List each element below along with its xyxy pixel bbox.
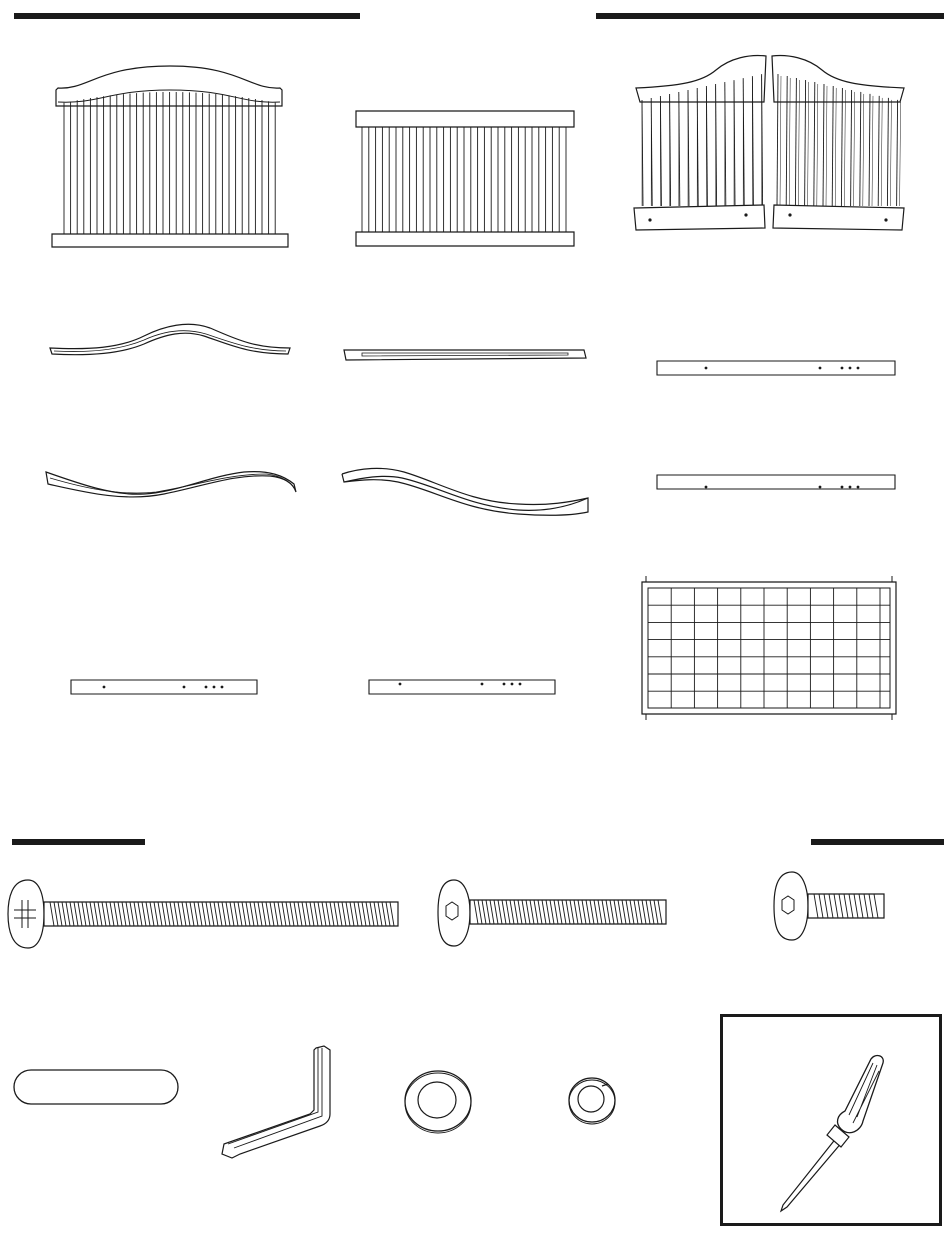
- side-panels-pair: [630, 52, 910, 237]
- footboard-panel: [354, 108, 576, 250]
- side-rail-lower: [656, 474, 896, 490]
- lock-washer: [564, 1074, 620, 1130]
- long-bolt: [6, 876, 402, 952]
- wavy-side-rail-left: [44, 462, 300, 508]
- slat-rail-a: [70, 679, 258, 695]
- hardware-section-rule-right: [811, 839, 944, 845]
- allen-wrench: [214, 1044, 344, 1160]
- headboard-panel: [50, 62, 290, 252]
- parts-section-rule-right: [596, 13, 944, 19]
- hardware-section-rule-left: [12, 839, 145, 845]
- slat-rail-b: [368, 679, 556, 695]
- tool-required-box: [720, 1014, 942, 1226]
- wavy-side-rail-right: [338, 462, 592, 520]
- straight-top-rail: [342, 344, 588, 364]
- barrel-nut: [12, 1068, 182, 1108]
- flat-washer: [402, 1068, 474, 1134]
- curved-top-rail: [48, 322, 294, 364]
- short-bolt: [772, 868, 888, 944]
- screwdriver-icon: [775, 1053, 887, 1213]
- mattress-support-grid: [638, 576, 898, 720]
- parts-section-rule-left: [14, 13, 360, 19]
- side-rail-upper: [656, 360, 896, 376]
- medium-bolt: [436, 876, 672, 950]
